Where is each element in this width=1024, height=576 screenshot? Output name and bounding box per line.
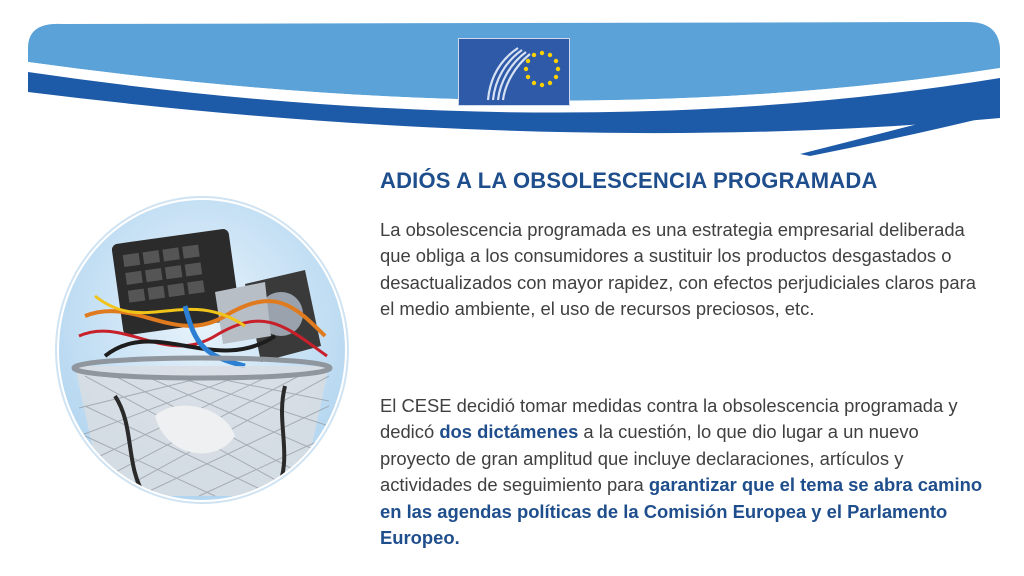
detail-paragraph [380,393,990,551]
intro-paragraph: La obsolescencia programada es una estrategia empresarial deliberada que obliga a los consumidores a sustituir los productos desgastados o desactualizados con mayor rapidez, con efectos perjudiciales claros para el medio ambiente, el uso de recursos preciosos, etc. [380,219,976,320]
dictamenes-link[interactable]: dos dictámenes [439,421,579,443]
eesc-logo-icon [458,38,570,106]
detail-text-part2: a la cuestión, lo que dio lugar a un nuevo proyecto de gran amplitud que incluye declaraciones, artículos y actividades de seguimiento para [380,421,919,496]
electronic-waste-basket-image [55,196,349,504]
page-title: ADIÓS A LA OBSOLESCENCIA PROGRAMADA [380,168,878,193]
detail-text-part1: El CESE decidió tomar medidas contra la obsolescencia programada y dedicó [380,395,958,443]
emphasis-text: garantizar que el tema se abra camino en las agendas políticas de la Comisión Europea y el Parlamento Europeo. [380,474,983,549]
